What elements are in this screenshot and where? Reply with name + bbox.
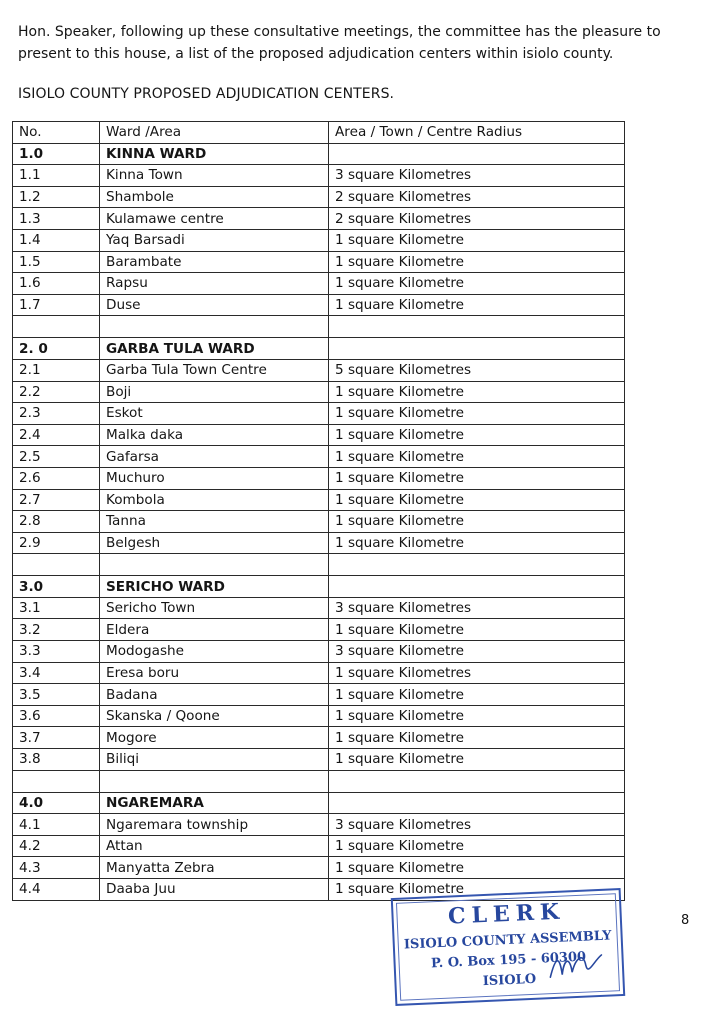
clerk-stamp — [391, 888, 625, 1006]
header-ward: Ward /Area — [100, 122, 329, 144]
table-row — [13, 684, 625, 706]
cell-ward: GARBA TULA WARD — [100, 338, 329, 360]
ward-heading-row — [13, 143, 625, 165]
cell-no: 2.5 — [13, 446, 100, 468]
cell-no: 2.9 — [13, 532, 100, 554]
cell-no: 1.1 — [13, 165, 100, 187]
table-row — [13, 511, 625, 533]
header-area: Area / Town / Centre Radius — [329, 122, 625, 144]
table-row — [13, 619, 625, 641]
ward-heading-row — [13, 792, 625, 814]
table-body — [13, 143, 625, 900]
cell-no — [13, 770, 100, 792]
cell-area — [329, 554, 625, 576]
adjudication-centers-table — [12, 121, 625, 901]
cell-ward: Barambate — [100, 251, 329, 273]
cell-no: 2.7 — [13, 489, 100, 511]
cell-area: 2 square Kilometres — [329, 186, 625, 208]
cell-no: 2.6 — [13, 467, 100, 489]
cell-ward: Kulamawe centre — [100, 208, 329, 230]
cell-area: 1 square Kilometre — [329, 489, 625, 511]
cell-area: 3 square Kilometres — [329, 165, 625, 187]
cell-no — [13, 316, 100, 338]
cell-ward: Biliqi — [100, 749, 329, 771]
table-row — [13, 662, 625, 684]
cell-area: 1 square Kilometres — [329, 662, 625, 684]
cell-no: 1.0 — [13, 143, 100, 165]
table-spacer-row — [13, 770, 625, 792]
table-row — [13, 467, 625, 489]
table-row — [13, 835, 625, 857]
cell-ward: Gafarsa — [100, 446, 329, 468]
cell-ward: Yaq Barsadi — [100, 229, 329, 251]
cell-ward: Eresa boru — [100, 662, 329, 684]
cell-area: 1 square Kilometre — [329, 446, 625, 468]
cell-ward: Shambole — [100, 186, 329, 208]
cell-ward: Modogashe — [100, 641, 329, 663]
cell-no: 2.4 — [13, 424, 100, 446]
cell-area: 1 square Kilometre — [329, 749, 625, 771]
cell-no: 3.4 — [13, 662, 100, 684]
ward-heading-row — [13, 576, 625, 598]
cell-ward: NGAREMARA — [100, 792, 329, 814]
cell-no: 2.8 — [13, 511, 100, 533]
table-row — [13, 424, 625, 446]
cell-ward: Sericho Town — [100, 597, 329, 619]
cell-area — [329, 770, 625, 792]
cell-ward: Ngaremara township — [100, 814, 329, 836]
table-row — [13, 749, 625, 771]
ward-heading-row — [13, 338, 625, 360]
cell-area: 1 square Kilometre — [329, 705, 625, 727]
cell-area: 3 square Kilometres — [329, 814, 625, 836]
cell-area: 1 square Kilometre — [329, 294, 625, 316]
cell-no: 1.5 — [13, 251, 100, 273]
signature-scribble — [545, 945, 607, 988]
table-row — [13, 489, 625, 511]
cell-area: 1 square Kilometre — [329, 467, 625, 489]
cell-ward: KINNA WARD — [100, 143, 329, 165]
cell-no: 3.2 — [13, 619, 100, 641]
table-row — [13, 165, 625, 187]
table-row — [13, 814, 625, 836]
cell-area — [329, 338, 625, 360]
cell-ward: Mogore — [100, 727, 329, 749]
cell-ward: SERICHO WARD — [100, 576, 329, 598]
cell-area: 1 square Kilometre — [329, 511, 625, 533]
cell-area: 1 square Kilometre — [329, 835, 625, 857]
cell-no: 2. 0 — [13, 338, 100, 360]
cell-ward — [100, 770, 329, 792]
cell-no: 1.6 — [13, 273, 100, 295]
cell-ward: Kombola — [100, 489, 329, 511]
cell-ward: Boji — [100, 381, 329, 403]
cell-area: 1 square Kilometre — [329, 727, 625, 749]
cell-ward: Belgesh — [100, 532, 329, 554]
cell-area — [329, 576, 625, 598]
cell-area: 1 square Kilometre — [329, 273, 625, 295]
cell-area — [329, 792, 625, 814]
cell-area: 1 square Kilometre — [329, 532, 625, 554]
stamp-town: ISIOLO — [482, 971, 537, 990]
table-row — [13, 251, 625, 273]
cell-ward: Malka daka — [100, 424, 329, 446]
table-row — [13, 208, 625, 230]
table-row — [13, 229, 625, 251]
cell-ward: Kinna Town — [100, 165, 329, 187]
cell-no: 4.2 — [13, 835, 100, 857]
table-row — [13, 857, 625, 879]
cell-ward: Attan — [100, 835, 329, 857]
cell-no: 3.0 — [13, 576, 100, 598]
cell-area: 1 square Kilometre — [329, 251, 625, 273]
cell-no: 1.4 — [13, 229, 100, 251]
cell-ward: Eskot — [100, 403, 329, 425]
cell-no — [13, 554, 100, 576]
stamp-title: CLERK — [447, 898, 566, 930]
cell-ward: Manyatta Zebra — [100, 857, 329, 879]
cell-area — [329, 143, 625, 165]
cell-no: 4.1 — [13, 814, 100, 836]
cell-no: 4.4 — [13, 879, 100, 901]
table-row — [13, 381, 625, 403]
cell-no: 3.1 — [13, 597, 100, 619]
cell-no: 3.7 — [13, 727, 100, 749]
table-row — [13, 359, 625, 381]
cell-no: 2.3 — [13, 403, 100, 425]
header-no: No. — [13, 122, 100, 144]
table-row — [13, 705, 625, 727]
cell-no: 4.3 — [13, 857, 100, 879]
page-number: 8 — [681, 913, 690, 928]
table-spacer-row — [13, 316, 625, 338]
cell-area: 1 square Kilometre — [329, 424, 625, 446]
cell-no: 1.2 — [13, 186, 100, 208]
cell-no: 1.3 — [13, 208, 100, 230]
cell-no: 1.7 — [13, 294, 100, 316]
section-heading: ISIOLO COUNTY PROPOSED ADJUDICATION CENTERS. — [18, 86, 395, 102]
cell-area: 5 square Kilometres — [329, 359, 625, 381]
table-row — [13, 403, 625, 425]
cell-area: 3 square Kilometres — [329, 597, 625, 619]
cell-ward: Garba Tula Town Centre — [100, 359, 329, 381]
cell-ward: Duse — [100, 294, 329, 316]
cell-ward: Skanska / Qoone — [100, 705, 329, 727]
cell-ward: Daaba Juu — [100, 879, 329, 901]
cell-area: 1 square Kilometre — [329, 879, 625, 901]
table-row — [13, 446, 625, 468]
cell-area: 1 square Kilometre — [329, 684, 625, 706]
table-row — [13, 532, 625, 554]
cell-no: 2.2 — [13, 381, 100, 403]
cell-no: 3.3 — [13, 641, 100, 663]
table-row — [13, 727, 625, 749]
cell-no: 3.5 — [13, 684, 100, 706]
table-row — [13, 186, 625, 208]
table-spacer-row — [13, 554, 625, 576]
table-row — [13, 273, 625, 295]
cell-ward: Badana — [100, 684, 329, 706]
cell-area: 1 square Kilometre — [329, 619, 625, 641]
cell-area: 2 square Kilometres — [329, 208, 625, 230]
cell-no: 4.0 — [13, 792, 100, 814]
cell-ward — [100, 554, 329, 576]
cell-no: 2.1 — [13, 359, 100, 381]
cell-ward: Muchuro — [100, 467, 329, 489]
cell-no: 3.8 — [13, 749, 100, 771]
cell-ward — [100, 316, 329, 338]
table-header-row — [13, 122, 625, 144]
cell-area — [329, 316, 625, 338]
stamp-address: P. O. Box 195 - 60300 — [430, 949, 587, 972]
table-row — [13, 294, 625, 316]
cell-area: 1 square Kilometre — [329, 403, 625, 425]
intro-paragraph: Hon. Speaker, following up these consultative meetings, the committee has the pleasure to present to this house, a list of the proposed adjudication centers within isiolo county. — [18, 24, 661, 62]
cell-ward: Eldera — [100, 619, 329, 641]
table-row — [13, 597, 625, 619]
cell-ward: Rapsu — [100, 273, 329, 295]
cell-area: 1 square Kilometre — [329, 857, 625, 879]
cell-area: 3 square Kilometre — [329, 641, 625, 663]
stamp-assembly: ISIOLO COUNTY ASSEMBLY — [403, 928, 612, 953]
cell-area: 1 square Kilometre — [329, 381, 625, 403]
cell-ward: Tanna — [100, 511, 329, 533]
cell-area: 1 square Kilometre — [329, 229, 625, 251]
table-row — [13, 641, 625, 663]
cell-no: 3.6 — [13, 705, 100, 727]
